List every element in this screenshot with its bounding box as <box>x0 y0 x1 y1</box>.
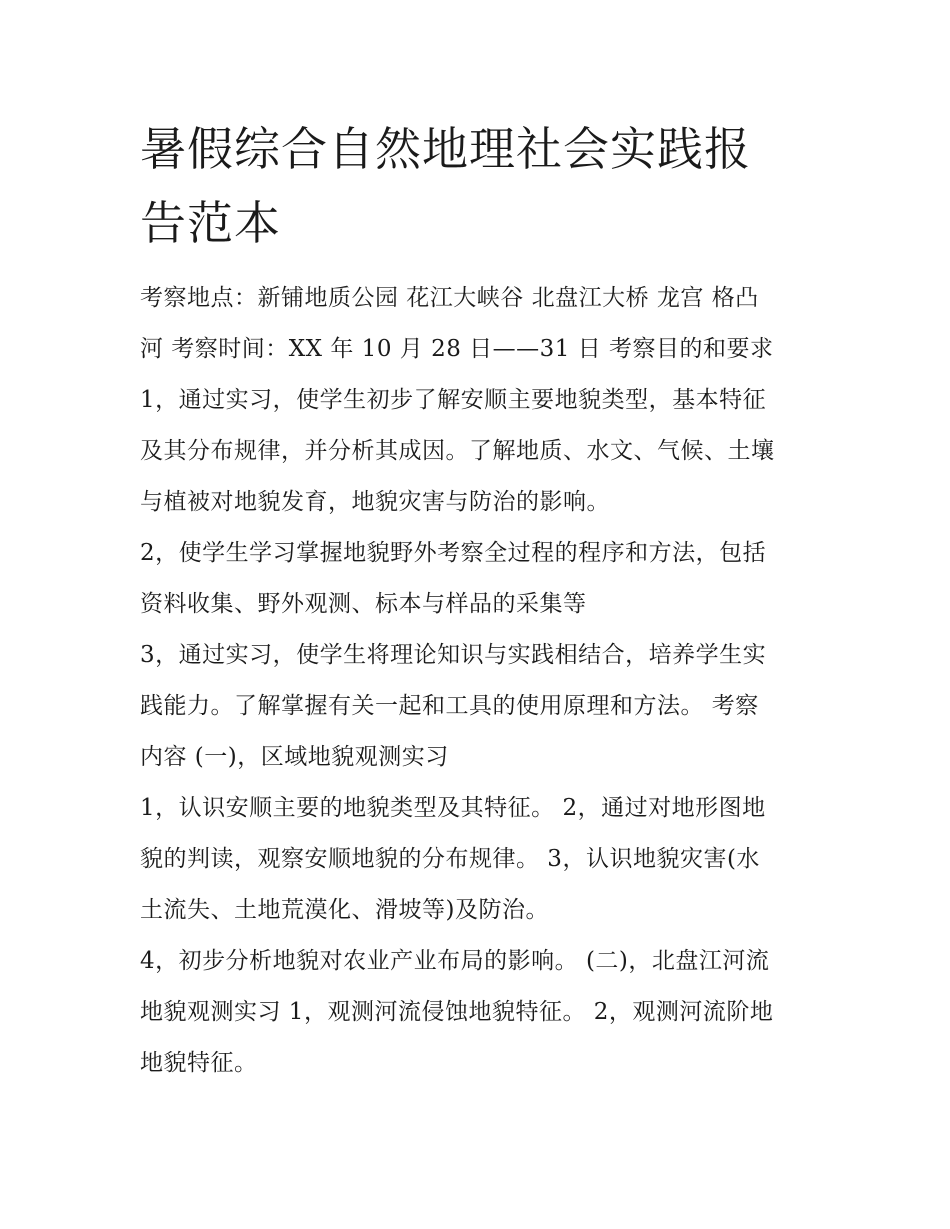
body-line: 土流失、土地荒漠化、滑坡等)及防治。 <box>140 897 549 923</box>
body-line: 地貌特征。 <box>140 1050 258 1076</box>
document-body <box>140 273 830 1089</box>
body-line: 河 考察时间：XX 年 10 月 28 日——31 日 考察目的和要求 <box>140 336 774 362</box>
body-line: 与植被对地貌发育，地貌灾害与防治的影响。 <box>140 489 610 515</box>
body-line: 资料收集、野外观测、标本与样品的采集等 <box>140 591 587 617</box>
title-line: 告范本 <box>140 196 281 250</box>
body-line: 1，通过实习，使学生初步了解安顺主要地貌类型，基本特征 <box>140 387 767 413</box>
body-line: 考察地点：新铺地质公园 花江大峡谷 北盘江大桥 龙宫 格凸 <box>140 285 759 311</box>
body-line: 地貌观测实习 1，观测河流侵蚀地貌特征。 2，观测河流阶地 <box>140 999 774 1025</box>
title-line: 暑假综合自然地理社会实践报 <box>140 122 751 176</box>
body-line: 3，通过实习，使学生将理论知识与实践相结合，培养学生实 <box>140 642 767 668</box>
body-line: 2，使学生学习掌握地貌野外考察全过程的程序和方法，包括 <box>140 540 767 566</box>
body-line: 践能力。了解掌握有关一起和工具的使用原理和方法。 考察 <box>140 693 759 719</box>
body-line: 1，认识安顺主要的地貌类型及其特征。 2，通过对地形图地 <box>140 795 766 821</box>
document-title <box>140 112 820 260</box>
body-line: 及其分布规律，并分析其成因。了解地质、水文、气候、土壤 <box>140 438 775 464</box>
body-line: 貌的判读，观察安顺地貌的分布规律。 3，认识地貌灾害(水 <box>140 846 760 872</box>
body-line: 4，初步分析地貌对农业产业布局的影响。 (二)，北盘江河流 <box>140 948 770 974</box>
body-line: 内容 (一)，区域地貌观测实习 <box>140 744 449 770</box>
